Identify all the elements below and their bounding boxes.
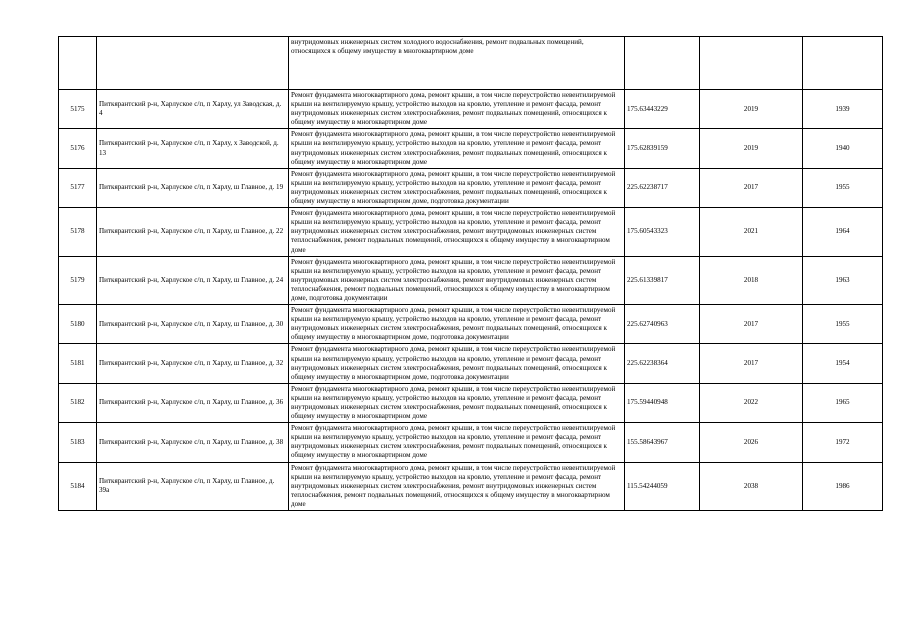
- cell-built-year: 1986: [803, 462, 883, 510]
- cell-area: 175.60543323: [625, 208, 700, 256]
- cell-year: [700, 37, 803, 90]
- cell-built-year: 1963: [803, 256, 883, 304]
- cell-year: 2026: [700, 423, 803, 462]
- cell-number: 5181: [59, 344, 97, 383]
- cell-works: Ремонт фундамента многоквартирного дома, ремонт крыши, в том числе переустройство невентилируемой крыши на вентилируемую крышу, устройство выходов на кровлю, утепление и ремонт фасада, ремонт внутридомовых инженерных систем электроснабжения, ремонт внутридомовых инженерных систем теплоснабжения, ремонт подвальных помещений, относящихся к общему имуществу в многоквартирном доме, подготовка документации: [289, 256, 625, 304]
- cell-works: Ремонт фундамента многоквартирного дома, ремонт крыши, в том числе переустройство невентилируемой крыши на вентилируемую крышу, устройство выходов на кровлю, утепление и ремонт фасада, ремонт внутридомовых инженерных систем электроснабжения, ремонт подвальных помещений, относящихся к общему имуществу в многоквартирном доме: [289, 90, 625, 129]
- cell-year: 2017: [700, 344, 803, 383]
- cell-area: 175.63443229: [625, 90, 700, 129]
- cell-number: 5183: [59, 423, 97, 462]
- table-row: [59, 208, 883, 256]
- cell-built-year: 1954: [803, 344, 883, 383]
- cell-works: Ремонт фундамента многоквартирного дома, ремонт крыши, в том числе переустройство невентилируемой крыши на вентилируемую крышу, устройство выходов на кровлю, утепление и ремонт фасада, ремонт внутридомовых инженерных систем электроснабжения, ремонт подвальных помещений, относящихся к общему имуществу в многоквартирном доме, подготовка документации: [289, 344, 625, 383]
- cell-built-year: 1965: [803, 383, 883, 422]
- table-body: [59, 37, 883, 511]
- cell-built-year: 1939: [803, 90, 883, 129]
- cell-address: Питкярантский р-н, Харлуское с/п, п Харлу, ш Главное, д. 30: [97, 305, 289, 344]
- table-row: [59, 90, 883, 129]
- cell-number: 5175: [59, 90, 97, 129]
- cell-area: 225.62238364: [625, 344, 700, 383]
- cell-area: 225.62238717: [625, 168, 700, 207]
- cell-year: 2019: [700, 90, 803, 129]
- table-row: [59, 344, 883, 383]
- cell-year: 2021: [700, 208, 803, 256]
- cell-address: Питкярантский р-н, Харлуское с/п, п Харлу, ш Главное, д. 39а: [97, 462, 289, 510]
- cell-built-year: 1964: [803, 208, 883, 256]
- cell-address: Питкярантский р-н, Харлуское с/п, п Харлу, ш Главное, д. 24: [97, 256, 289, 304]
- cell-area: [625, 37, 700, 90]
- cell-area: 175.62839159: [625, 129, 700, 168]
- cell-address: Питкярантский р-н, Харлуское с/п, п Харлу, ш Главное, д. 32: [97, 344, 289, 383]
- cell-address: Питкярантский р-н, Харлуское с/п, п Харлу, ул Заводская, д. 4: [97, 90, 289, 129]
- cell-area: 155.58643967: [625, 423, 700, 462]
- cell-year: 2038: [700, 462, 803, 510]
- cell-area: 225.62740963: [625, 305, 700, 344]
- cell-number: 5179: [59, 256, 97, 304]
- cell-built-year: 1955: [803, 168, 883, 207]
- cell-address: Питкярантский р-н, Харлуское с/п, п Харлу, ш Главное, д. 19: [97, 168, 289, 207]
- cell-area: 175.59440948: [625, 383, 700, 422]
- cell-number: 5180: [59, 305, 97, 344]
- cell-works: Ремонт фундамента многоквартирного дома, ремонт крыши, в том числе переустройство невентилируемой крыши на вентилируемую крышу, устройство выходов на кровлю, утепление и ремонт фасада, ремонт внутридомовых инженерных систем электроснабжения, ремонт подвальных помещений, относящихся к общему имуществу в многоквартирном доме: [289, 383, 625, 422]
- table-row: [59, 462, 883, 510]
- table-row: [59, 168, 883, 207]
- cell-built-year: [803, 37, 883, 90]
- cell-works: внутридомовых инженерных систем холодного водоснабжения, ремонт подвальных помещений, относящихся к общему имуществу в многоквартирном доме: [289, 37, 625, 90]
- cell-works: Ремонт фундамента многоквартирного дома, ремонт крыши, в том числе переустройство невентилируемой крыши на вентилируемую крышу, устройство выходов на кровлю, утепление и ремонт фасада, ремонт внутридомовых инженерных систем электроснабжения, ремонт внутридомовых инженерных систем теплоснабжения, ремонт подвальных помещений, относящихся к общему имуществу в многоквартирном доме: [289, 208, 625, 256]
- table-row-continuation: [59, 37, 883, 90]
- cell-works: Ремонт фундамента многоквартирного дома, ремонт крыши, в том числе переустройство невентилируемой крыши на вентилируемую крышу, устройство выходов на кровлю, утепление и ремонт фасада, ремонт внутридомовых инженерных систем электроснабжения, ремонт подвальных помещений, относящихся к общему имуществу в многоквартирном доме, подготовка документации: [289, 305, 625, 344]
- cell-built-year: 1955: [803, 305, 883, 344]
- cell-built-year: 1940: [803, 129, 883, 168]
- table-row: [59, 305, 883, 344]
- cell-address: Питкярантский р-н, Харлуское с/п, п Харлу, ш Главное, д. 22: [97, 208, 289, 256]
- cell-works: Ремонт фундамента многоквартирного дома, ремонт крыши, в том числе переустройство невентилируемой крыши на вентилируемую крышу, устройство выходов на кровлю, утепление и ремонт фасада, ремонт внутридомовых инженерных систем электроснабжения, ремонт подвальных помещений, относящихся к общему имуществу в многоквартирном доме: [289, 129, 625, 168]
- cell-area: 115.54244059: [625, 462, 700, 510]
- cell-year: 2022: [700, 383, 803, 422]
- cell-number: [59, 37, 97, 90]
- cell-number: 5184: [59, 462, 97, 510]
- table-row: [59, 129, 883, 168]
- cell-number: 5182: [59, 383, 97, 422]
- cell-number: 5178: [59, 208, 97, 256]
- table-row: [59, 383, 883, 422]
- cell-address: Питкярантский р-н, Харлуское с/п, п Харлу, ш Главное, д. 38: [97, 423, 289, 462]
- cell-works: Ремонт фундамента многоквартирного дома, ремонт крыши, в том числе переустройство невентилируемой крыши на вентилируемую крышу, устройство выходов на кровлю, утепление и ремонт фасада, ремонт внутридомовых инженерных систем электроснабжения, ремонт внутридомовых инженерных систем теплоснабжения, ремонт подвальных помещений, относящихся к общему имуществу в многоквартирном доме: [289, 462, 625, 510]
- cell-works: Ремонт фундамента многоквартирного дома, ремонт крыши, в том числе переустройство невентилируемой крыши на вентилируемую крышу, устройство выходов на кровлю, утепление и ремонт фасада, ремонт внутридомовых инженерных систем электроснабжения, ремонт подвальных помещений, относящихся к общему имуществу в многоквартирном доме, подготовка документации: [289, 168, 625, 207]
- cell-area: 225.61339817: [625, 256, 700, 304]
- cell-year: 2017: [700, 168, 803, 207]
- cell-year: 2017: [700, 305, 803, 344]
- cell-built-year: 1972: [803, 423, 883, 462]
- cell-works: Ремонт фундамента многоквартирного дома, ремонт крыши, в том числе переустройство невентилируемой крыши на вентилируемую крышу, устройство выходов на кровлю, утепление и ремонт фасада, ремонт внутридомовых инженерных систем электроснабжения, ремонт подвальных помещений, относящихся к общему имуществу в многоквартирном доме: [289, 423, 625, 462]
- cell-address: [97, 37, 289, 90]
- cell-year: 2019: [700, 129, 803, 168]
- table-row: [59, 256, 883, 304]
- cell-number: 5176: [59, 129, 97, 168]
- capital-repair-table: [58, 36, 883, 511]
- cell-number: 5177: [59, 168, 97, 207]
- table-row: [59, 423, 883, 462]
- cell-address: Питкярантский р-н, Харлуское с/п, п Харлу, х Заводской, д. 13: [97, 129, 289, 168]
- cell-year: 2018: [700, 256, 803, 304]
- cell-address: Питкярантский р-н, Харлуское с/п, п Харлу, ш Главное, д. 36: [97, 383, 289, 422]
